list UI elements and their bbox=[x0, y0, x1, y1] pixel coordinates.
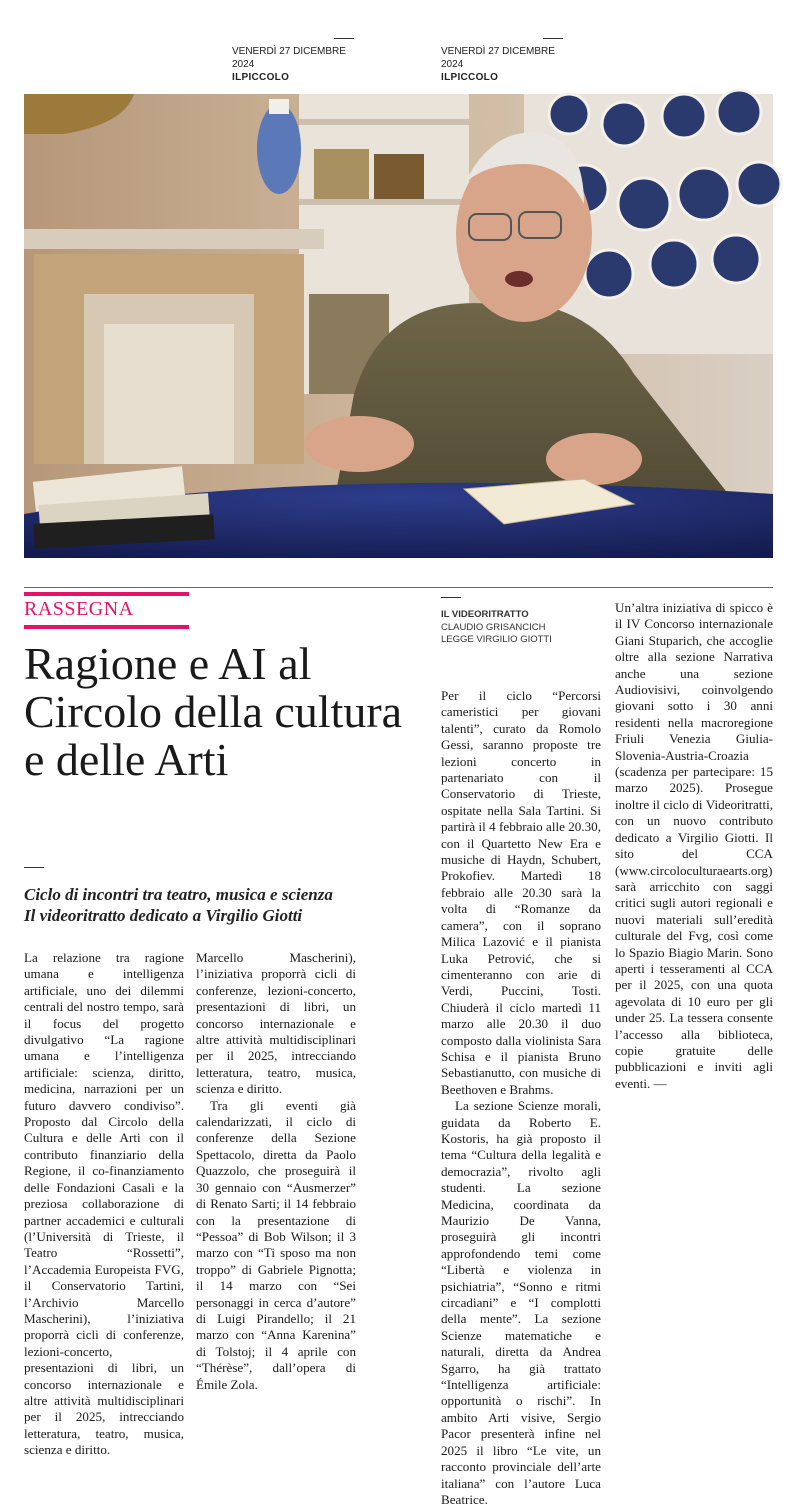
videoritratto-box bbox=[441, 609, 552, 646]
body-column-3 bbox=[441, 688, 601, 1507]
body-paragraph: Un’altra iniziativa di spicco è il IV Concorso internazionale Giani Stuparich, che accoglie oltre alla sezione Narrativa anche una sezione Audiovisivi, coinvolgendo giovani sotto i 30 anni residenti nella macroregione Friuli Venezia Giulia-Slovenia-Austria-Croazia (scadenza per partecipare: 15 marzo 2025). Prosegue inoltre il ciclo di Videoritratti, con un nuovo contributo dedicato a Virgilio Giotti. Il sito del CCA (www.circoloculturaearts.org) sarà arricchito con saggi critici sugli autori regionali e nuovi materiali sull’eredità culturale del Fvg, così come lo Spazio Biagio Marin. Sono aperti i tesseramenti al CCA per il 2025, con una quota agevolata di 10 euro per gli under 25. La tessera consente l’accesso alla biblioteca, copie gratuite delle pubblicazioni e inviti agli eventi. — bbox=[615, 600, 773, 1091]
subhead-line-1: Ciclo di incontri tra teatro, musica e scienza bbox=[24, 885, 333, 904]
headline: Ragione e AI al Circolo della cultura e delle Arti bbox=[24, 638, 403, 785]
videoritratto-rule bbox=[441, 597, 461, 598]
date-text: VENERDÌ 27 DICEMBRE 2024 bbox=[441, 46, 555, 70]
photo-illustration bbox=[24, 94, 773, 558]
body-paragraph: Marcello Mascherini), l’iniziativa proporrà cicli di conferenze, lezioni-concerto, presentazioni di libri, un concorso internazionale e altre attività multidisciplinari per il 2025, intrecciando letteratura, teatro, musica, scienza e diritto. bbox=[196, 950, 356, 1097]
article-photo bbox=[24, 94, 773, 558]
dateline-left bbox=[232, 38, 354, 84]
body-paragraph: Per il ciclo “Percorsi cameristici per giovani talenti”, curato da Romolo Gessi, saranno proposte tre lezioni concerto in partenariato con il Conservatorio di Trieste, ospitate nella Sala Tartini. Si partirà il 4 febbraio alle 20.30, con il Quartetto New Era e musiche di Haydn, Schubert, Prokofiev. Martedì 18 febbraio alle 20.30 sarà la volta di “Romanze da camera”, con il soprano Milica Lazović e il pianista Luka Petrović, che si cimenteranno con arie di Verdi, Puccini, Tosti. Chiuderà il ciclo martedì 11 marzo alle 20.30 il duo composto dalla violinista Sara Schisa e il pianista Bruno Sebastianutto, con musiche di Beethoven e Brahms. bbox=[441, 688, 601, 1097]
videoritratto-label: IL VIDEORITRATTO bbox=[441, 609, 529, 620]
article-divider bbox=[24, 587, 773, 588]
body-paragraph: La sezione Scienze morali, guidata da Roberto E. Kostoris, ha già proposto il tema “Cultura della legalità e democrazia”, rivolto agli studenti. La sezione Medicina, coordinata da Maurizio De Vanna, proseguirà gli incontri approfondendo temi come “Libertà e violenza in psichiatria”, “Sonno e ritmi circadiani” e “I complotti della mente”. La sezione Scienze matematiche e naturali, diretta da Andrea Sgarro, ha già trattato “Intelligenza artificiale: opportunità o rischi”. In ambito Arti visive, Sergio Pacor presenterà infine nel 2025 il libro “Le vite, un racconto provinciale dell’arte italiana” con l’autore Luca Beatrice. bbox=[441, 1098, 601, 1507]
subhead bbox=[24, 884, 424, 926]
videoritratto-line-1: CLAUDIO GRISANCICH bbox=[441, 622, 546, 633]
body-paragraph: La relazione tra ragione umana e intelligenza artificiale, uno dei dilemmi centrali del nostro tempo, sarà il focus del progetto divulgativo “La ragione umana e l’intelligenza artificiale: scienza, diritto, medicina, narrazioni per un futuro davvero condiviso”. Proposto dal Circolo della Cultura e delle Arti con il contributo finanziario della Regione, il co-finanziamento delle Fondazioni Casali e la preziosa collaborazione di partner accademici e culturali (l’Università di Trieste, il Teatro “Rossetti”, l’Accademia Europeista FVG, il Conservatorio Tartini, l’Archivio Marcello Mascherini), l’iniziativa proporrà cicli di conferenze, lezioni-concerto, presentazioni di libri, un concorso internazionale e altre attività multidisciplinari per il 2025, intrecciando letteratura, teatro, musica, scienza e diritto. bbox=[24, 950, 184, 1458]
section-bar-top bbox=[24, 592, 189, 596]
dateline-rule bbox=[334, 38, 354, 39]
section-label: RASSEGNA bbox=[24, 598, 134, 620]
date-text: VENERDÌ 27 DICEMBRE 2024 bbox=[232, 46, 346, 70]
body-paragraph: Tra gli eventi già calendarizzati, il ciclo di conferenze della Sezione Spettacolo, diretta da Paolo Quazzolo, che proseguirà il 30 gennaio con “Ausmerzer” di Renato Sarti; il 14 febbraio con la presentazione di “Pessoa” di Bob Wilson; il 3 marzo con “Ti sposo ma non troppo” di Gabriele Pignotta; il 14 marzo con “Sei personaggi in cerca d’autore” di Luigi Pirandello; il 21 marzo con “Anna Karenina” di Tolstoj; il 4 aprile con “Thérèse”, dall’opera di Émile Zola. bbox=[196, 1097, 356, 1392]
body-column-4 bbox=[615, 600, 773, 1265]
videoritratto-line-2: LEGGE VIRGILIO GIOTTI bbox=[441, 634, 552, 645]
subhead-rule bbox=[24, 867, 44, 868]
newspaper-name: ILPICCOLO bbox=[441, 72, 499, 83]
subhead-line-2: Il videoritratto dedicato a Virgilio Giotti bbox=[24, 906, 303, 925]
dateline-rule bbox=[543, 38, 563, 39]
section-bar-bottom bbox=[24, 625, 189, 629]
dateline-right bbox=[441, 38, 571, 84]
newspaper-name: ILPICCOLO bbox=[232, 72, 290, 83]
body-column-2 bbox=[196, 950, 356, 1392]
body-column-1 bbox=[24, 950, 184, 1458]
